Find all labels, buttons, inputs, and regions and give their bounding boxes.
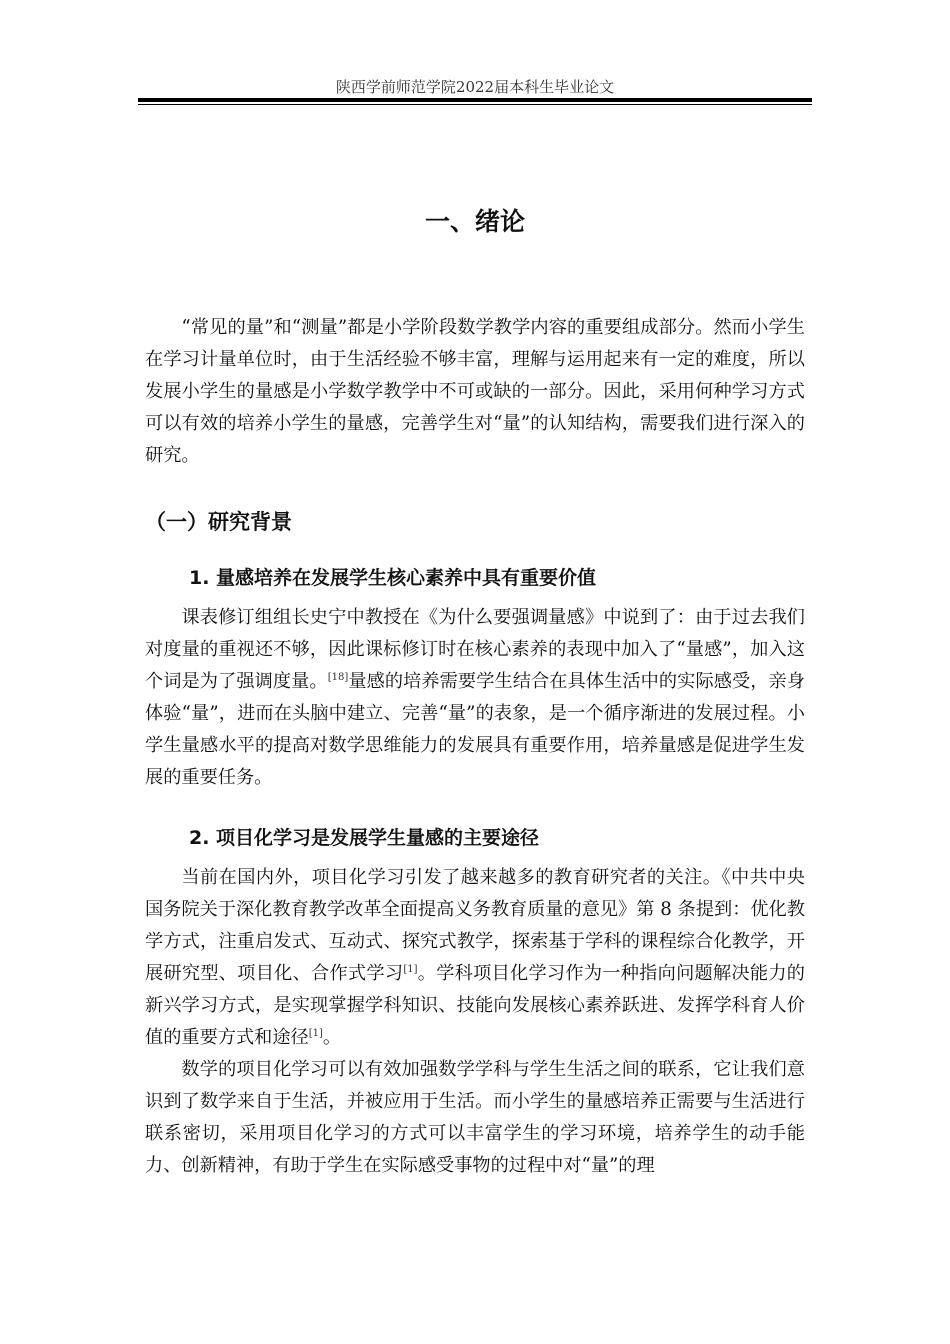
section-heading-background: （一）研究背景: [145, 510, 292, 534]
subsection-2-paragraph-1: [145, 862, 805, 1054]
citation-ref: [18]: [327, 671, 349, 683]
text-run: 量感的培养需要学生结合在具体生活中的实际感受，亲身体验“量”，进而在头脑中建立、完善“量”的表象，是一个循序渐进的发展过程。小学生量感水平的提高对数学思维能力的发展具有重要作用，培养量感是促进学生发展的重要任务。: [145, 671, 805, 788]
text-run: 。: [322, 1027, 342, 1048]
citation-ref: [1]: [403, 963, 418, 975]
spacer: [145, 794, 805, 818]
citation-ref: [1]: [308, 1027, 323, 1039]
intro-paragraph: “常见的量”和“测量”都是小学阶段数学教学内容的重要组成部分。然而小学生在学习计量单位时，由于生活经验不够丰富，理解与运用起来有一定的难度，所以发展小学生的量感是小学数学教学中不可或缺的一部分。因此，采用何种学习方式可以有效的培养小学生的量感，完善学生对“量”的认知结构，需要我们进行深入的研究。: [145, 317, 805, 466]
subsection-heading-1: 1. 量感培养在发展学生核心素养中具有重要价值: [189, 567, 597, 589]
subsection-2-paragraph-2: 数学的项目化学习可以有效加强数学学科与学生生活之间的联系，它让我们意识到了数学来自于生活，并被应用于生活。而小学生的量感培养正需要与生活进行联系密切，采用项目化学习的方式可以丰富学生的学习环境，培养学生的动手能力、创新精神，有助于学生在实际感受事物的过程中对“量”的理: [145, 1059, 805, 1176]
text-run: 。学科项目化学习作为一种指向问题解决能力的新兴学习方式，是实现掌握学科知识、技能向发展核心素养跃进、发挥学科育人价值的重要方式和途径: [145, 963, 805, 1048]
text-run: 当前在国内外，项目化学习引发了越来越多的教育研究者的关注。《中共中央国务院关于深化教育教学改革全面提高义务教育质量的意见》第 8 条提到：优化教学方式，注重启发式、互动式、探究式教学，探索基于学科的课程综合化教学，开展研究型、项目化、合作式学习: [145, 867, 805, 984]
body-content: [145, 180, 805, 1182]
spacer: [145, 542, 805, 558]
running-header: 陕西学前师范学院2022届本科生毕业论文: [335, 78, 615, 96]
header-rule-thick: [138, 98, 812, 102]
text-run: 课表修订组组长史宁中教授在《为什么要强调量感》中说到了：由于过去我们对度量的重视还不够，因此课标修订时在核心素养的表现中加入了“量感”，加入这个词是为了强调度量。: [145, 607, 805, 692]
subsection-heading-2: 2. 项目化学习是发展学生量感的主要途径: [189, 827, 540, 849]
spacer: [145, 472, 805, 502]
header-rule-thin: [138, 104, 812, 105]
chapter-title: 一、绪论: [424, 207, 525, 236]
spacer: [145, 242, 805, 312]
subsection-1-paragraph: [145, 602, 805, 794]
